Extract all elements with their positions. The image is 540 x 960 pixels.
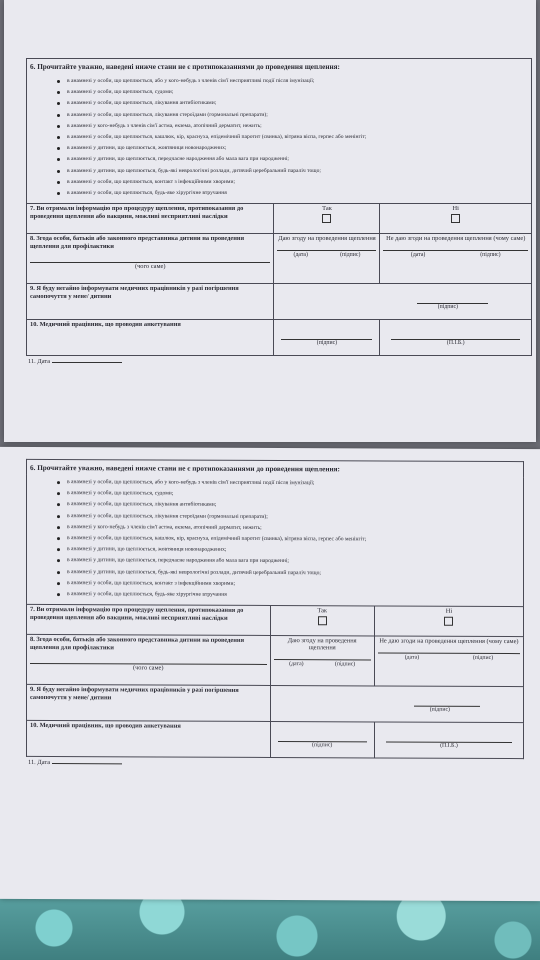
q7-yes-checkbox[interactable] bbox=[322, 214, 331, 223]
condition-item: в анамнезі у дитини, що щеплюється, будь-які неврологічні розлади, дитячий церебральний параліч тощо; bbox=[57, 166, 531, 177]
pib-label: (П.І.Б.) bbox=[440, 742, 458, 750]
condition-item: в анамнезі у особи, що щеплюється, лікування стероїдами (гормональні препарати); bbox=[57, 511, 523, 524]
form-sheet-bottom bbox=[0, 447, 540, 901]
q8-disagree-sign-line[interactable] bbox=[383, 250, 528, 251]
q8-agree-text: Даю згоду на проведення щеплення bbox=[287, 637, 357, 652]
condition-item: в анамнезі у особи, що щеплюється, або у кого-небудь з членів сім'ї несприятливі події після імунізації; bbox=[57, 477, 523, 490]
q11-date-line[interactable] bbox=[52, 362, 122, 363]
q9-cell bbox=[27, 284, 274, 320]
q10-sign-cell bbox=[270, 722, 374, 758]
date-label: (дата) bbox=[289, 661, 304, 668]
conditions-list bbox=[26, 475, 524, 606]
condition-item: в анамнезі у особи, що щеплюється, контакт з інфекційними хворими; bbox=[57, 177, 531, 188]
date-label: (дата) bbox=[410, 252, 426, 259]
date-label: (дата) bbox=[404, 654, 420, 661]
condition-item: в анамнезі у особи, що щеплюється, контакт з інфекційними хворими; bbox=[57, 578, 523, 591]
sign-label: (підпис) bbox=[472, 655, 494, 662]
form-page bbox=[26, 459, 524, 768]
sign-label: (підпис) bbox=[437, 304, 458, 311]
q9-text: 9. Я буду негайно інформувати медичних працівників у разі погіршення самопочуття у мене/ дитини bbox=[30, 285, 239, 300]
consent-table bbox=[26, 604, 524, 759]
q8-sub-label: (чого саме) bbox=[134, 263, 166, 271]
q7-cell bbox=[27, 204, 274, 234]
q11-date bbox=[26, 759, 524, 768]
sign-label: (підпис) bbox=[340, 252, 361, 259]
q7-cell bbox=[27, 605, 271, 636]
q10-text: 10. Медичний працівник, що проводив анкетування bbox=[30, 722, 181, 730]
q7-text: 7. Ви отримали інформацію про процедуру щеплення, протипоказання до проведення щеплення або вакцини, можливі несприятливі наслідки bbox=[30, 606, 244, 622]
q11-label: 11. Дата bbox=[28, 358, 51, 366]
contraindications-intro: 6. Прочитайте уважно, наведені нижче стани не є протипоказаннями до проведення щеплення: bbox=[26, 58, 532, 74]
q7-no-label: Ні bbox=[452, 205, 459, 213]
q8-disagree-text: Не даю згоди на проведення щеплення (чому саме) bbox=[379, 637, 519, 646]
sign-label: (підпис) bbox=[334, 661, 356, 668]
q8-agree-sign-line[interactable] bbox=[277, 250, 376, 251]
q7-text: 7. Ви отримали інформацію про процедуру щеплення, протипоказання до проведення щеплення або вакцини, можливі несприятливі наслідки bbox=[30, 205, 244, 220]
sign-label: (підпис) bbox=[480, 252, 501, 259]
q7-yes-label: Так bbox=[317, 607, 328, 615]
form-sheet-top bbox=[4, 0, 536, 442]
q7-no-cell bbox=[380, 204, 532, 234]
q7-no-checkbox[interactable] bbox=[451, 214, 460, 223]
q7-no-checkbox[interactable] bbox=[444, 617, 453, 626]
q7-yes-checkbox[interactable] bbox=[318, 616, 327, 625]
q8-disagree-cell bbox=[374, 636, 523, 687]
q7-yes-cell bbox=[274, 204, 380, 234]
q7-yes-cell bbox=[270, 606, 374, 636]
condition-item: в анамнезі у особи, що щеплюється, будь-яке хірургічне втручання bbox=[57, 188, 531, 199]
q7-yes-label: Так bbox=[322, 205, 332, 213]
condition-item: в анамнезі у дитини, що щеплюється, будь-які неврологічні розлади, дитячий церебральний параліч тощо; bbox=[57, 567, 523, 580]
sign-label: (підпис) bbox=[429, 706, 450, 714]
sign-label: (підпис) bbox=[316, 340, 338, 347]
q10-sign-cell bbox=[274, 320, 380, 356]
q7-no-label: Ні bbox=[445, 608, 453, 616]
condition-item: в анамнезі у дитини, що щеплюється, жовтяниця новонароджених; bbox=[57, 544, 523, 557]
q9-sign-cell bbox=[274, 284, 532, 320]
sign-label: (підпис) bbox=[312, 742, 333, 749]
q11-date bbox=[26, 358, 532, 365]
condition-item: в анамнезі у особи, що щеплюється, судоми; bbox=[57, 87, 531, 98]
condition-item: в анамнезі у особи, що щеплюється, кашлюк, кір, краснуха, епідемічний паротит (свинка), вітряна віспа, герпес або менінгіт; bbox=[57, 533, 523, 546]
condition-item: в анамнезі у дитини, що щеплюється, передчасне народження або мала вага при народженні; bbox=[57, 154, 531, 165]
condition-item: в анамнезі у особи, що щеплюється, лікування антибіотиками; bbox=[57, 98, 531, 109]
condition-item: в анамнезі у кого-небудь з членів сім'ї астма, екзема, атопічний дерматит, нежить; bbox=[57, 522, 523, 535]
condition-item: в анамнезі у особи, що щеплюється, судоми; bbox=[57, 488, 523, 501]
q9-cell bbox=[27, 685, 271, 722]
q10-text: 10. Медичний працівник, що проводив анкетування bbox=[30, 321, 181, 329]
condition-item: в анамнезі у особи, що щеплюється, або у кого-небудь з членів сім'ї несприятливі події після імунізації; bbox=[57, 76, 531, 87]
q11-date-line[interactable] bbox=[52, 763, 122, 764]
condition-item: в анамнезі у кого-небудь з членів сім'ї астма, екзема, атопічний дерматит, нежить; bbox=[57, 121, 531, 132]
q8-disagree-text: Не даю згоди на проведення щеплення (чому саме) bbox=[386, 235, 526, 243]
form-page bbox=[26, 58, 532, 365]
q10-cell bbox=[27, 721, 271, 758]
q7-no-cell bbox=[374, 606, 523, 637]
q8-text: 8. Згода особи, батьків або законного представника дитини на проведення щеплення для профілактики bbox=[30, 636, 245, 651]
consent-table bbox=[26, 203, 532, 356]
q10-name-cell bbox=[380, 320, 532, 356]
q9-sign-cell bbox=[270, 686, 523, 723]
q8-cell bbox=[27, 234, 274, 284]
q9-text: 9. Я буду негайно інформувати медичних працівників у разі погіршення самопочуття у мене/ дитини bbox=[30, 686, 239, 701]
q8-sub-label: (чого саме) bbox=[132, 664, 164, 672]
q8-agree-text: Даю згоду на проведення щеплення bbox=[278, 235, 376, 243]
q8-text: 8. Згода особи, батьків або законного представника дитини на проведення щеплення для профілактики bbox=[30, 235, 245, 250]
q10-cell bbox=[27, 320, 274, 356]
q11-label: 11. Дата bbox=[28, 759, 51, 767]
pib-label: (П.І.Б.) bbox=[446, 340, 465, 347]
contraindications-intro: 6. Прочитайте уважно, наведені нижче стани не є протипоказаннями до проведення щеплення: bbox=[26, 459, 524, 477]
date-label: (дата) bbox=[293, 252, 308, 259]
q8-agree-cell bbox=[274, 234, 380, 284]
condition-item: в анамнезі у особи, що щеплюється, будь-яке хірургічне втручання bbox=[57, 589, 523, 602]
q8-disagree-cell bbox=[380, 234, 532, 284]
q10-name-cell bbox=[374, 722, 523, 759]
condition-item: в анамнезі у особи, що щеплюється, лікування стероїдами (гормональні препарати); bbox=[57, 110, 531, 121]
q8-agree-cell bbox=[270, 636, 374, 686]
conditions-list bbox=[26, 74, 532, 203]
condition-item: в анамнезі у дитини, що щеплюється, передчасне народження або мала вага при народженні; bbox=[57, 555, 523, 568]
condition-item: в анамнезі у особи, що щеплюється, кашлюк, кір, краснуха, епідемічний паротит (свинка), вітряна віспа, герпес або менінгіт; bbox=[57, 132, 531, 143]
condition-item: в анамнезі у дитини, що щеплюється, жовтяниця новонароджених; bbox=[57, 143, 531, 154]
condition-item: в анамнезі у особи, що щеплюється, лікування антибіотиками; bbox=[57, 499, 523, 512]
q8-cell bbox=[27, 635, 271, 686]
